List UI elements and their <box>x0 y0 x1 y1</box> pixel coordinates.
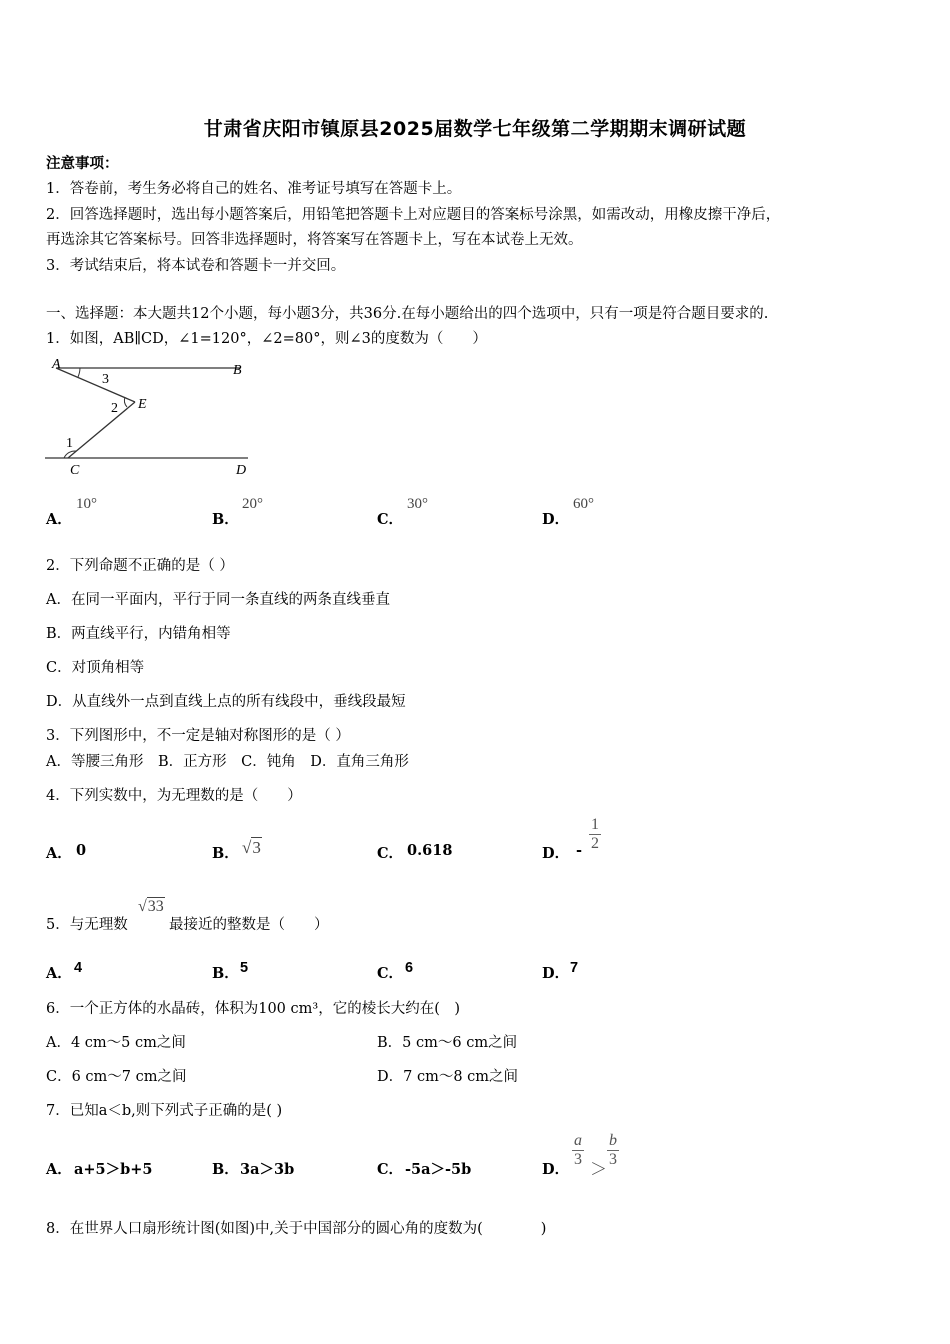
question-2-stem: 2．下列命题不正确的是（ ） <box>46 558 234 574</box>
point-d-label: D <box>236 463 247 478</box>
angle-2-label: 2 <box>111 401 118 416</box>
q1-option-a-label: A． <box>46 511 72 528</box>
section-heading: 一、选择题：本大题共12个小题，每小题3分，共36分.在每小题给出的四个选项中，只有一项是符合题目要求的. <box>46 306 769 322</box>
point-b-label: B <box>233 363 242 378</box>
notice-item: 1．答卷前，考生务必将自己的姓名、准考证号填写在答题卡上。 <box>46 181 462 197</box>
q4-option-c-label: C． <box>377 845 404 862</box>
fraction-numerator: 1 <box>591 816 599 833</box>
q7-option-b-label: B． <box>212 1161 239 1178</box>
q4-option-d-label: D． <box>542 845 570 862</box>
fraction-denominator: 3 <box>574 1151 582 1168</box>
q4-option-c-value: 0.618 <box>407 842 453 859</box>
point-a-label: A <box>52 357 61 372</box>
question-4-stem: 4．下列实数中，为无理数的是（ ） <box>46 788 302 804</box>
q2-option: A．在同一平面内，平行于同一条直线的两条直线垂直 <box>46 592 390 608</box>
q7-option-d-fraction-left <box>572 1132 584 1169</box>
q5-option-a-value: 4 <box>74 960 83 976</box>
q1-option-c-label: C． <box>377 511 404 528</box>
q4-option-b-label: B． <box>212 845 239 862</box>
q6-option-a: A．4 cm～5 cm之间 <box>46 1035 186 1051</box>
q5-option-d-label: D． <box>542 965 570 982</box>
fraction-numerator: b <box>609 1132 617 1149</box>
question-7-stem: 7．已知a＜b,则下列式子正确的是( ) <box>46 1103 283 1119</box>
question-5-stem-post: 最接近的整数是（ ） <box>169 917 329 933</box>
q1-option-b-label: B． <box>212 511 239 528</box>
q6-option-b: B．5 cm～6 cm之间 <box>377 1035 518 1051</box>
q5-option-b-value: 5 <box>240 960 249 976</box>
q5-option-c-value: 6 <box>405 960 414 976</box>
q3-options: A．等腰三角形 B．正方形 C．钝角 D．直角三角形 <box>46 754 409 770</box>
q1-option-a-value: 10° <box>76 496 97 512</box>
q4-option-a-value: 0 <box>76 842 87 859</box>
question-1-stem: 1．如图，AB∥CD，∠1=120°，∠2=80°，则∠3的度数为（ ） <box>46 331 487 347</box>
q1-figure <box>40 352 260 482</box>
q1-option-c-value: 30° <box>407 496 428 512</box>
q7-option-d-label: D． <box>542 1161 570 1178</box>
q7-option-b-value: 3a＞3b <box>240 1161 295 1178</box>
q1-option-d-label: D． <box>542 511 570 528</box>
q5-option-d-value: 7 <box>570 960 579 976</box>
q1-option-b-value: 20° <box>242 496 263 512</box>
notice-item: 3．考试结束后，将本试卷和答题卡一并交回。 <box>46 258 346 274</box>
angle-3-arc <box>78 368 80 377</box>
q4-option-b-sqrt: √3 <box>242 838 261 857</box>
segment-ae <box>56 368 135 402</box>
q4-option-d-fraction <box>589 816 601 853</box>
segment-ec <box>68 402 135 458</box>
fraction-denominator: 2 <box>591 835 599 852</box>
angle-1-label: 1 <box>66 436 73 451</box>
q5-option-b-label: B． <box>212 965 239 982</box>
notice-heading: 注意事项： <box>46 155 119 172</box>
question-5-stem-pre: 5．与无理数 <box>46 917 128 933</box>
q6-option-d: D．7 cm～8 cm之间 <box>377 1069 519 1085</box>
notice-item: 再选涂其它答案标号。回答非选择题时，将答案写在答题卡上，写在本试卷上无效。 <box>46 232 583 248</box>
q7-option-a-value: a+5＞b+5 <box>74 1161 153 1178</box>
q7-option-a-label: A． <box>46 1161 72 1178</box>
q4-option-b-value: 3 <box>252 838 261 857</box>
q1-option-d-value: 60° <box>573 496 594 512</box>
q7-option-c-value: -5a＞-5b <box>405 1161 472 1178</box>
fraction-numerator: a <box>574 1132 582 1149</box>
q2-option: B．两直线平行，内错角相等 <box>46 626 231 642</box>
q4-option-d-sign: - <box>576 842 583 859</box>
q5-sqrt: √33 <box>138 898 164 915</box>
q6-option-c: C．6 cm～7 cm之间 <box>46 1069 187 1085</box>
q7-option-d-fraction-right <box>607 1132 619 1169</box>
question-6-stem: 6．一个正方体的水晶砖，体积为100 cm³，它的棱长大约在( ) <box>46 1001 461 1017</box>
fraction-denominator: 3 <box>609 1151 617 1168</box>
q7-option-c-label: C． <box>377 1161 404 1178</box>
q7-option-d-operator: ＞ <box>590 1160 607 1180</box>
q5-option-c-label: C． <box>377 965 404 982</box>
page-title: 甘肃省庆阳市镇原县2025届数学七年级第二学期期末调研试题 <box>203 118 747 140</box>
q2-option: D．从直线外一点到直线上点的所有线段中，垂线段最短 <box>46 694 406 710</box>
q4-option-a-label: A． <box>46 845 72 862</box>
point-e-label: E <box>138 397 147 412</box>
question-8-stem: 8．在世界人口扇形统计图(如图)中,关于中国部分的圆心角的度数为( ) <box>46 1221 547 1237</box>
angle-3-label: 3 <box>102 372 109 387</box>
point-c-label: C <box>70 463 80 478</box>
q5-option-a-label: A． <box>46 965 72 982</box>
notice-item: 2．回答选择题时，选出每小题答案后，用铅笔把答题卡上对应题目的答案标号涂黑，如需改动，用橡皮擦干净后， <box>46 207 781 223</box>
question-3-stem: 3．下列图形中，不一定是轴对称图形的是（ ） <box>46 728 350 744</box>
q5-radicand: 33 <box>147 898 164 915</box>
q2-option: C．对顶角相等 <box>46 660 145 676</box>
